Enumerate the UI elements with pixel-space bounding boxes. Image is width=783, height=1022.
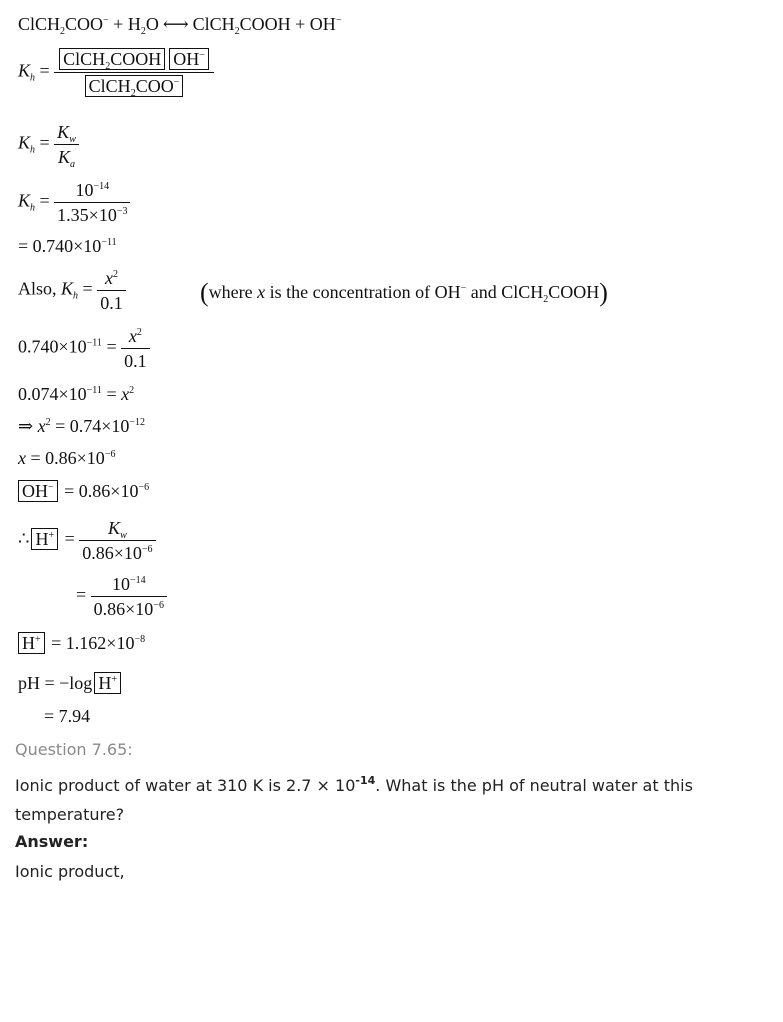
equation-line-1: $0.740\times 10^{-11}$ = $\frac{x^2}{0.1}$ <box>18 326 150 371</box>
answer-label: Answer: <box>15 832 89 851</box>
kh-ratio: $K_h$ = $\frac{K_w}{K_a}$ <box>18 122 79 167</box>
equation-line-6: ∴ H+ = $\frac{K_w}{0.86\times 10^{-6}}$ <box>18 518 156 563</box>
question-text: Ionic product of water at 310 K is $2.7 \times 10^{-14}$. What is the pH of neutral water at this temperature? <box>15 774 693 824</box>
kh-definition: $K_h$ = $\frac{ClCH_2COOH OH^-}{ClCH_2COO^-}$ <box>18 48 214 97</box>
ph-expression: pH = −log H+ <box>18 672 123 694</box>
reaction-equation: ClCH$_2$COO− + $H_2O$ ⟷ ClCH$_2$COOH + OH− <box>18 14 342 37</box>
equation-line-2: $0.074\times 10^{-11} = x^2$ <box>18 384 135 404</box>
kh-fraction: $\frac{ClCH_2COOH OH^-}{ClCH_2COO^-}$ <box>54 48 214 97</box>
equation-line-5: $OH^- = 0.86\times 10^{-6}$ <box>18 480 149 502</box>
question-heading: Question 7.65: <box>15 740 133 759</box>
equation-line-8: $H^+ = 1.162\times 10^{-8}$ <box>18 632 145 654</box>
kh-values: $K_h$ = $\frac{10^{-14}}{1.35\times 10^{-3}}$ <box>18 180 130 225</box>
ph-result: = 7.94 <box>44 706 91 726</box>
equation-line-4: $x = 0.86\times 10^{-6}$ <box>18 448 116 468</box>
equilibrium-arrow: ⟷ <box>162 14 189 34</box>
concentration-note: (where x is the concentration of OH− and ClCH$_2$COOH) <box>200 278 608 307</box>
answer-text: Ionic product, <box>15 862 125 881</box>
equation-line-7: = $\frac{10^{-14}}{0.86\times 10^{-6}}$ <box>76 574 167 619</box>
also-kh-line: Also, $K_h$ = $\frac{x^2}{0.1}$ <box>18 268 126 313</box>
equation-line-3: ⇒ $x^2 = 0.74\times 10^{-12}$ <box>18 416 146 436</box>
kh-result: = $0.740\times 10^{-11}$ <box>18 236 117 256</box>
